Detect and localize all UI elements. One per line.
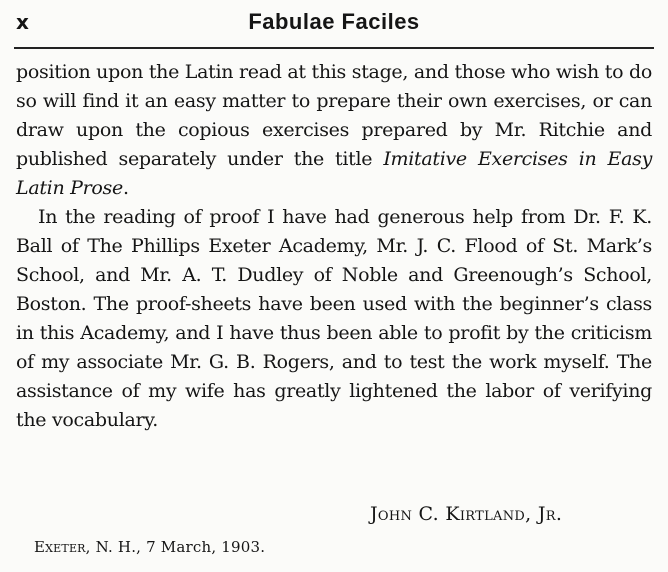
page-number: x <box>16 10 29 34</box>
body-text <box>16 58 652 435</box>
paragraph-2: In the reading of proof I have had generous help from Dr. F. K. Ball of The Phillips Exeter Academy, Mr. J. C. Flood of St. Mark’s School, and Mr. A. T. Dudley of Noble and Greenough’s School, Boston. The proof-sheets have been used with the beginner’s class in this Academy, and I have thus been able to profit by the criticism of my associate Mr. G. B. Rogers, and to test the work myself. The assistance of my wife has greatly lightened the labor of verifying the vocabulary. <box>16 206 652 431</box>
book-title-italic: Imitative Exercises in Easy Latin Prose <box>16 148 653 199</box>
dateline <box>34 538 265 556</box>
paragraph-1 <box>16 58 652 203</box>
signature: John C. Kirtland, Jr. <box>370 503 563 525</box>
dateline-place: Exeter <box>34 538 86 556</box>
header-rule <box>14 47 654 49</box>
dateline-date: , N. H., 7 March, 1903. <box>85 538 266 556</box>
running-head: Fabulae Faciles <box>248 9 420 34</box>
paragraph-1-end: . <box>122 177 129 199</box>
paragraph-1-text: position upon the Latin read at this stage, and those who wish to do so will find it an easy matter to prepare their own exercises, or can draw upon the copious exercises prepared by Mr. Ritchie and published separately under the title <box>16 61 652 170</box>
